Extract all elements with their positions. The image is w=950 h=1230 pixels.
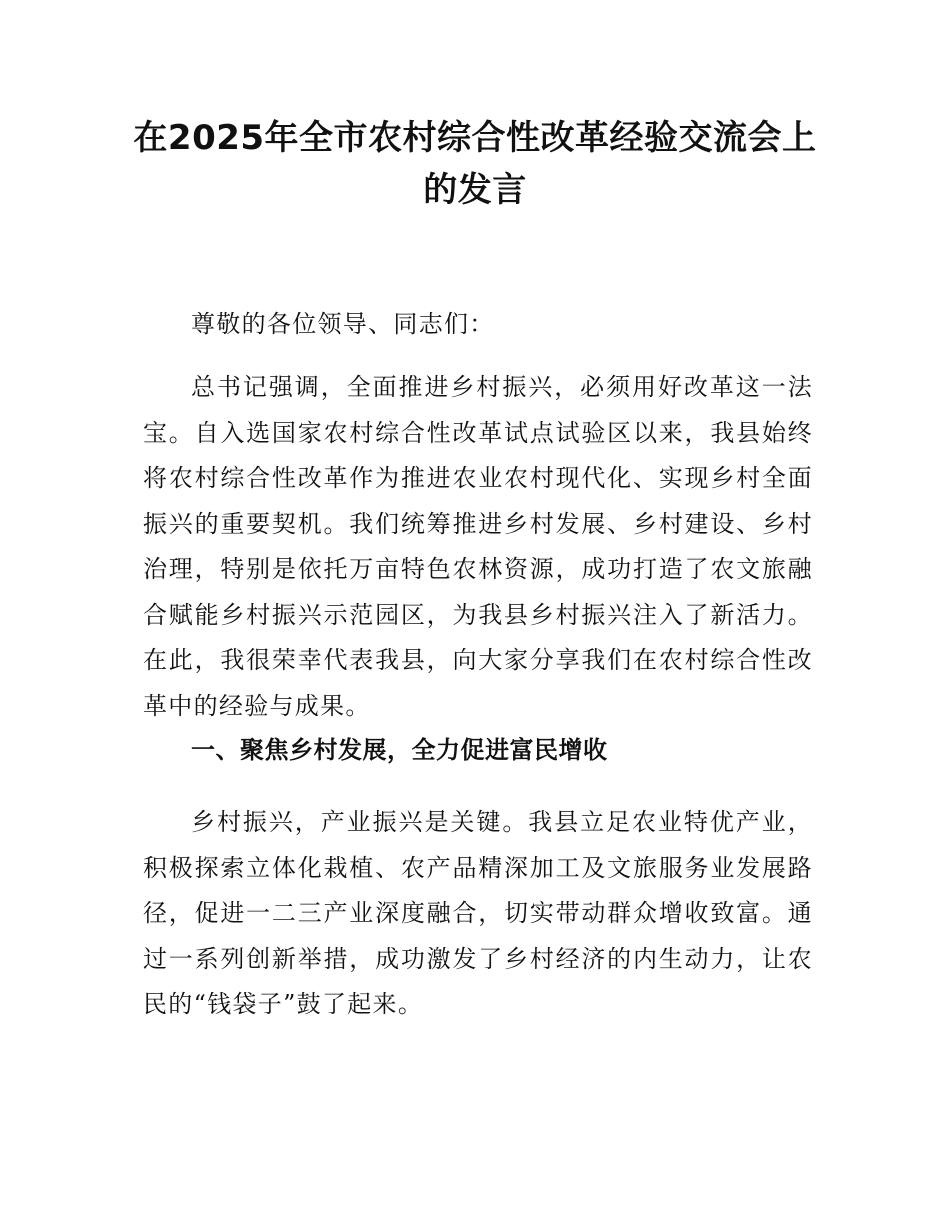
paragraph-section-1: 乡村振兴，产业振兴是关键。我县立足农业特优产业，积极探索立体化栽植、农产品精深加工及文旅服务业发展路径，促进一二三产业深度融合，切实带动群众增收致富。通过一系列创新举措，成功激发了乡村经济的内生动力，让农民的“钱袋子”鼓了起来。 xyxy=(143,808,813,1018)
paragraph-intro: 总书记强调，全面推进乡村振兴，必须用好改革这一法宝。自入选国家农村综合性改革试点试验区以来，我县始终将农村综合性改革作为推进农业农村现代化、实现乡村全面振兴的重要契机。我们统筹推进乡村发展、乡村建设、乡村治理，特别是依托万亩特色农林资源，成功打造了农文旅融合赋能乡村振兴示范园区，为我县乡村振兴注入了新活力。在此，我很荣幸代表我县，向大家分享我们在农村综合性改革中的经验与成果。 xyxy=(143,373,813,720)
title-line-1: 在2025年全市农村综合性改革经验交流会上 xyxy=(133,118,817,158)
salutation: 尊敬的各位领导、同志们： xyxy=(191,310,495,338)
document-title xyxy=(120,112,830,216)
title-line-2: 的发言 xyxy=(423,170,527,210)
section-heading-1: 一、聚焦乡村发展，全力促进富民增收 xyxy=(191,736,608,764)
